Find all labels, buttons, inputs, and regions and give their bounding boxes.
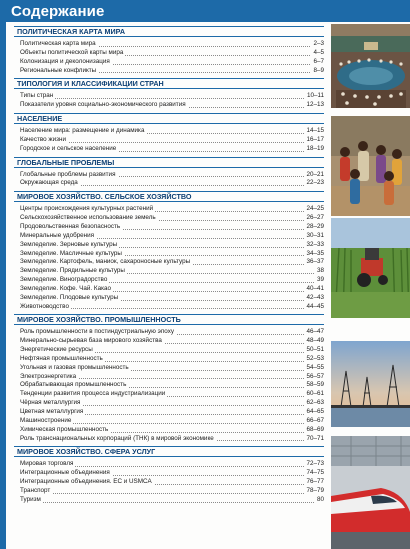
toc-entry[interactable] bbox=[14, 435, 324, 444]
toc-entry[interactable] bbox=[14, 67, 324, 76]
toc-entry[interactable] bbox=[14, 381, 324, 390]
entry-title: Мировая торговля bbox=[20, 460, 74, 468]
toc-entry[interactable] bbox=[14, 417, 324, 426]
entry-page-number: 14–15 bbox=[306, 127, 324, 135]
entry-page-number: 10–11 bbox=[306, 92, 324, 100]
section-heading: МИРОВОЕ ХОЗЯЙСТВО. СФЕРА УСЛУГ bbox=[14, 446, 324, 457]
entry-page-number: 56–57 bbox=[306, 372, 324, 380]
toc-entry[interactable] bbox=[14, 294, 324, 303]
entry-title: Центры происхождения культурных растений bbox=[20, 205, 154, 213]
entry-title: Сельскохозяйственное использование земель bbox=[20, 214, 156, 222]
toc-entry[interactable] bbox=[14, 58, 324, 67]
entry-title: Региональные конфликты bbox=[20, 66, 97, 74]
entry-page-number: 64–65 bbox=[306, 408, 324, 415]
toc-entry[interactable] bbox=[14, 145, 324, 154]
toc-entry[interactable] bbox=[14, 49, 324, 58]
section-heading: МИРОВОЕ ХОЗЯЙСТВО. СЕЛЬСКОЕ ХОЗЯЙСТВО bbox=[14, 191, 324, 202]
toc-entry[interactable] bbox=[14, 328, 324, 337]
entry-page-number: 12–13 bbox=[306, 101, 324, 109]
toc-entry[interactable] bbox=[14, 241, 324, 250]
entry-title: Население мира: размещение и динамика bbox=[20, 127, 145, 135]
entry-page-number: 52–53 bbox=[306, 354, 324, 362]
entry-title: Типы стран bbox=[20, 92, 54, 100]
entry-page-number: 54–55 bbox=[306, 363, 324, 371]
toc-section bbox=[14, 26, 324, 75]
entry-page-number: 62–63 bbox=[306, 399, 324, 407]
toc-entry[interactable] bbox=[14, 232, 324, 241]
entry-page-number: 30–31 bbox=[306, 231, 324, 239]
toc-entry[interactable] bbox=[14, 258, 324, 267]
entry-page-number: 74–75 bbox=[306, 469, 324, 477]
entry-page-number: 44–45 bbox=[306, 302, 324, 310]
entry-title: Роль промышленности в постиндустриальную эпоху bbox=[20, 328, 174, 336]
toc-section bbox=[14, 157, 324, 189]
entry-title: Земледелие. Плодовые культуры bbox=[20, 293, 119, 301]
toc-entry[interactable] bbox=[14, 101, 324, 110]
entry-page-number: 48–49 bbox=[306, 337, 324, 345]
toc-entry[interactable] bbox=[14, 205, 324, 214]
african-children-photo bbox=[331, 116, 410, 216]
entry-title: Земледелие. Виноградорство bbox=[20, 276, 108, 284]
entry-title: Окружающая среда bbox=[20, 179, 78, 187]
entry-page-number: 20–21 bbox=[306, 170, 324, 178]
entry-page-number: 76–77 bbox=[306, 478, 324, 486]
toc-entry[interactable] bbox=[14, 127, 324, 136]
entry-title: Качество жизни bbox=[20, 135, 66, 143]
entry-title: Машиностроение bbox=[20, 416, 72, 424]
toc-section bbox=[14, 113, 324, 154]
toc-section bbox=[14, 446, 324, 504]
entry-page-number: 32–33 bbox=[306, 240, 324, 248]
entry-title: Объекты политической карты мира bbox=[20, 48, 124, 56]
high-speed-train-photo bbox=[331, 436, 410, 549]
toc-entry[interactable] bbox=[14, 303, 324, 312]
toc-entry[interactable] bbox=[14, 390, 324, 399]
entry-title: Земледелие. Зерновые культуры bbox=[20, 240, 118, 248]
title-bar bbox=[0, 0, 410, 22]
entry-page-number: 68–69 bbox=[306, 425, 324, 433]
toc-entry[interactable] bbox=[14, 40, 324, 49]
entry-title: Городское и сельское население bbox=[20, 144, 117, 152]
entry-page-number: 58–59 bbox=[306, 381, 324, 389]
entry-title: Показатели уровня социально-экономического развития bbox=[20, 101, 186, 109]
toc-entry[interactable] bbox=[14, 285, 324, 294]
entry-page-number: 16–17 bbox=[306, 135, 324, 143]
section-heading: МИРОВОЕ ХОЗЯЙСТВО. ПРОМЫШЛЕННОСТЬ bbox=[14, 314, 324, 325]
entry-page-number: 72–73 bbox=[306, 460, 324, 468]
entry-page-number: 6–7 bbox=[313, 57, 324, 65]
entry-title: Минеральные удобрения bbox=[20, 231, 95, 239]
entry-page-number: 38 bbox=[316, 267, 324, 275]
page-title: Содержание bbox=[11, 3, 105, 20]
toc-entry[interactable] bbox=[14, 364, 324, 373]
toc-entry[interactable] bbox=[14, 267, 324, 276]
toc-entry[interactable] bbox=[14, 223, 324, 232]
entry-page-number: 24–25 bbox=[306, 205, 324, 213]
toc-entry[interactable] bbox=[14, 469, 324, 478]
entry-page-number: 60–61 bbox=[306, 390, 324, 398]
table-of-contents bbox=[14, 26, 324, 508]
entry-title: Земледелие. Масличные культуры bbox=[20, 249, 122, 257]
toc-entry[interactable] bbox=[14, 346, 324, 355]
oil-rigs-photo bbox=[331, 341, 410, 427]
entry-title: Электроэнергетика bbox=[20, 372, 77, 380]
entry-title: Глобальные проблемы развития bbox=[20, 170, 116, 178]
entry-page-number: 4–5 bbox=[313, 48, 324, 56]
un-assembly-photo bbox=[331, 24, 410, 108]
toc-entry[interactable] bbox=[14, 355, 324, 364]
entry-page-number: 66–67 bbox=[306, 416, 324, 424]
entry-title: Туризм bbox=[20, 495, 41, 503]
entry-title: Политическая карта мира bbox=[20, 40, 96, 47]
toc-entry[interactable] bbox=[14, 426, 324, 435]
entry-title: Химическая промышленность bbox=[20, 425, 109, 433]
toc-entry[interactable] bbox=[14, 337, 324, 346]
toc-entry[interactable] bbox=[14, 179, 324, 188]
entry-title: Земледелие. Прядильные культуры bbox=[20, 267, 125, 275]
section-heading: ГЛОБАЛЬНЫЕ ПРОБЛЕМЫ bbox=[14, 157, 324, 168]
toc-entry[interactable] bbox=[14, 136, 324, 145]
entry-page-number: 40–41 bbox=[306, 284, 324, 292]
entry-title: Колонизация и деколонизация bbox=[20, 57, 110, 65]
entry-title: Цветная металлургия bbox=[20, 408, 84, 415]
section-heading: ПОЛИТИЧЕСКАЯ КАРТА МИРА bbox=[14, 26, 324, 37]
entry-title: Тенденции развития процесса индустриализации bbox=[20, 390, 166, 398]
toc-entry[interactable] bbox=[14, 460, 324, 469]
entry-title: Транспорт bbox=[20, 486, 51, 494]
entry-title: Обрабатывающая промышленность bbox=[20, 381, 127, 389]
entry-title: Продовольственная безопасность bbox=[20, 222, 121, 230]
entry-page-number: 2–3 bbox=[313, 40, 324, 47]
dot-leader bbox=[20, 502, 324, 503]
toc-entry[interactable] bbox=[14, 487, 324, 496]
entry-title: Интеграционные объединения. ЕС и USMCA bbox=[20, 478, 152, 486]
toc-section bbox=[14, 191, 324, 311]
toc-section bbox=[14, 314, 324, 443]
entry-page-number: 18–19 bbox=[306, 144, 324, 152]
left-accent-bar bbox=[0, 22, 6, 549]
entry-page-number: 39 bbox=[316, 276, 324, 284]
entry-page-number: 26–27 bbox=[306, 214, 324, 222]
toc-entry[interactable] bbox=[14, 496, 324, 505]
tractor-field-photo bbox=[331, 218, 410, 318]
entry-page-number: 8–9 bbox=[313, 66, 324, 74]
entry-page-number: 36–37 bbox=[306, 258, 324, 266]
dot-leader bbox=[20, 493, 324, 494]
entry-page-number: 46–47 bbox=[306, 328, 324, 336]
entry-page-number: 42–43 bbox=[306, 293, 324, 301]
toc-entry[interactable] bbox=[14, 399, 324, 408]
toc-entry[interactable] bbox=[14, 478, 324, 487]
section-heading: НАСЕЛЕНИЕ bbox=[14, 113, 324, 124]
toc-section bbox=[14, 78, 324, 110]
entry-title: Минерально-сырьевая база мирового хозяйства bbox=[20, 337, 162, 345]
entry-title: Чёрная металлургия bbox=[20, 399, 81, 407]
entry-title: Энергетические ресурсы bbox=[20, 346, 93, 354]
entry-title: Интеграционные объединения bbox=[20, 469, 110, 477]
entry-title: Земледелие. Картофель, маниок, сахароносные культуры bbox=[20, 258, 191, 266]
entry-page-number: 80 bbox=[316, 495, 324, 503]
dot-leader bbox=[20, 98, 324, 99]
toc-entry[interactable] bbox=[14, 214, 324, 223]
entry-page-number: 50–51 bbox=[306, 346, 324, 354]
entry-page-number: 78–79 bbox=[306, 486, 324, 494]
toc-entry[interactable] bbox=[14, 276, 324, 285]
entry-title: Роль транснациональных корпораций (ТНК) в мировой экономике bbox=[20, 434, 214, 442]
entry-page-number: 70–71 bbox=[306, 434, 324, 442]
section-heading: ТИПОЛОГИЯ И КЛАССИФИКАЦИИ СТРАН bbox=[14, 78, 324, 89]
toc-entry[interactable] bbox=[14, 408, 324, 417]
entry-title: Нефтяная промышленность bbox=[20, 354, 103, 362]
entry-title: Животноводство bbox=[20, 302, 69, 310]
toc-entry[interactable] bbox=[14, 92, 324, 101]
entry-title: Угольная и газовая промышленность bbox=[20, 363, 129, 371]
entry-page-number: 34–35 bbox=[306, 249, 324, 257]
entry-page-number: 22–23 bbox=[306, 179, 324, 187]
entry-page-number: 28–29 bbox=[306, 222, 324, 230]
entry-title: Земледелие. Кофе. Чай. Какао bbox=[20, 284, 111, 292]
